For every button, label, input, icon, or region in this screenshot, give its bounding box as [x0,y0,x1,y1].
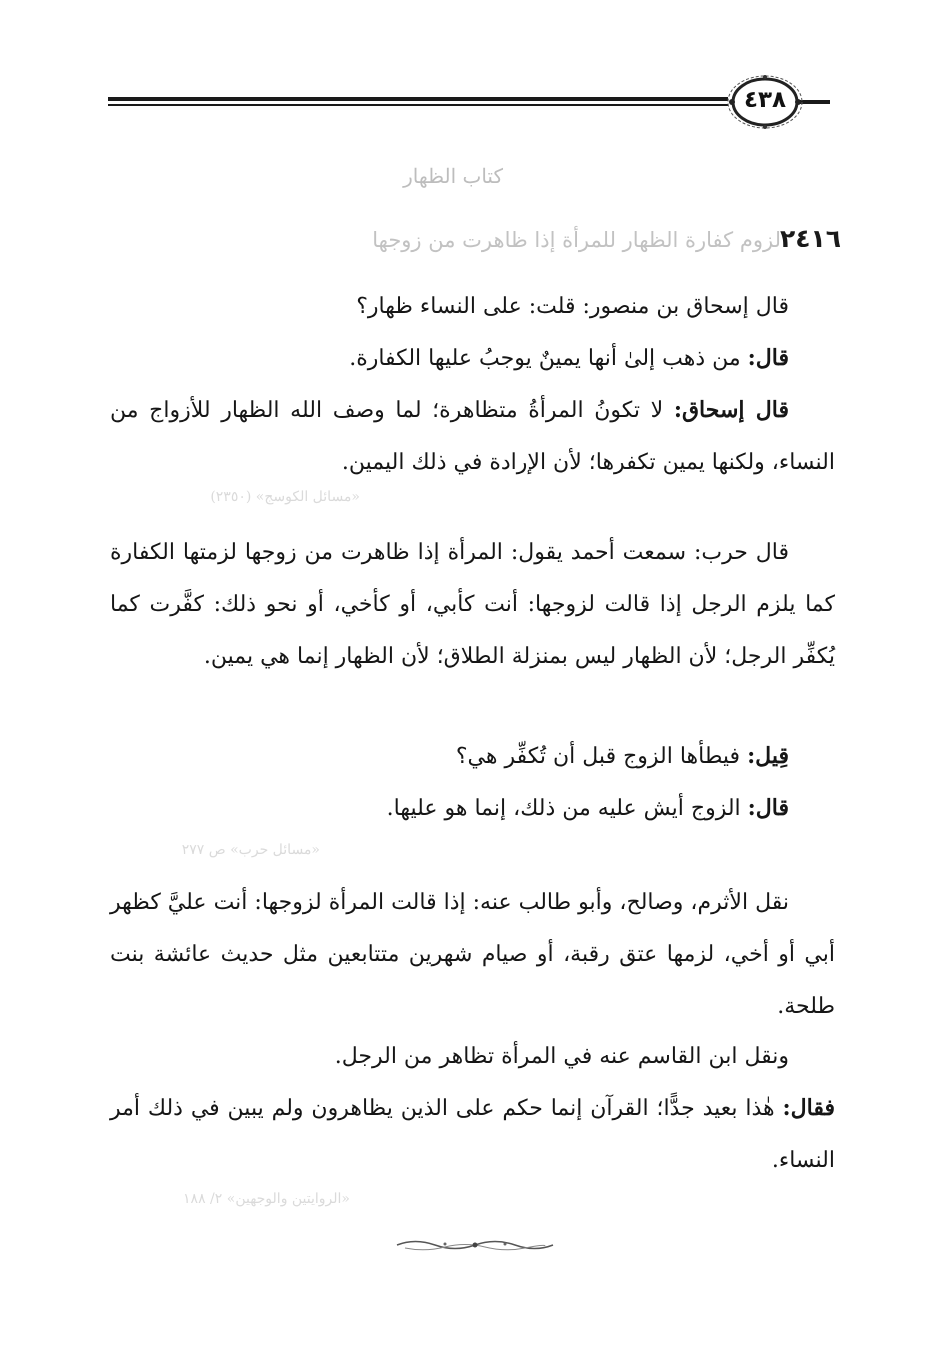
paragraph-text: ونقل ابن القاسم عنه في المرأة تظاهر من الرجل. [334,1044,789,1069]
paragraph [110,526,835,683]
chapter-heading: كتاب الظهار [403,164,503,188]
paragraph-lead: قال إسحاق: [673,397,789,423]
paragraph-lead: قال: [747,345,789,371]
paragraph-text: الزوج أيش عليه من ذلك، إنما هو عليها. [386,796,748,821]
paragraph-text: نقل الأثرم، وصالح، وأبو طالب عنه: إذا قالت المرأة لزوجها: أنت عليَّ كظهر أبي أو أخي، لزمها عتق رقبة، أو صيام شهرين متتابعين مثل حديث عائشة بنت طلحة. [110,890,835,1019]
paragraph [110,280,835,333]
paragraph [110,1030,835,1083]
paragraph-lead: قال: [747,795,789,821]
paragraph-text: فيطأها الزوج قبل أن تُكفِّر هي؟ [455,744,748,769]
paragraph [110,384,835,489]
issue-title: لزوم كفارة الظهار للمرأة إذا ظاهرت من زوجها [372,228,781,252]
paragraph [110,1082,835,1187]
footer-ornament-icon [395,1236,555,1254]
paragraph-text: قال حرب: سمعت أحمد يقول: المرأة إذا ظاهرت من زوجها لزمتها الكفارة كما يلزم الرجل إذا قالت لزوجها: أنت كأبي، أو كأخي، أو نحو ذلك: كفَّرت كما يُكفِّر الرجل؛ لأن الظهار ليس بمنزلة الطلاق؛ لأن الظهار إنما هي يمين. [110,540,835,669]
issue-number: ٢٤١٦ [779,224,841,253]
paragraph-lead: قِيل: [747,743,789,769]
paragraph [110,782,835,835]
paragraph-text: من ذهب إلىٰ أنها يمينٌ يوجبُ عليها الكفارة. [349,346,748,371]
page-number: ٤٣٨ [743,87,787,113]
source-citation: «مسائل حرب» ص ٢٧٧ [181,842,320,858]
header-rule [108,97,728,106]
paragraph-text: هٰذا بعيد جدًّا؛ القرآن إنما حكم على الذين يظاهرون ولم يبين في ذلك أمر النساء. [110,1096,835,1173]
paragraph [110,730,835,783]
paragraph-text: قال إسحاق بن منصور: قلت: على النساء ظهار؟ [356,294,789,319]
page-number-badge [726,74,804,130]
paragraph-text: لا تكونُ المرأةُ متظاهرة؛ لما وصف الله الظهار للأزواج من النساء، ولكنها يمين تكفرها؛ لأن الإرادة في ذلك اليمين. [110,398,835,475]
paragraph [110,876,835,1033]
paragraph [110,332,835,385]
source-citation: «الروايتين والوجهين» ٢/ ١٨٨ [183,1191,350,1207]
paragraph-lead: فقال: [782,1095,835,1121]
source-citation: «مسائل الكوسج» (٢٣٥٠) [210,489,360,505]
header-rule-end [800,100,830,104]
